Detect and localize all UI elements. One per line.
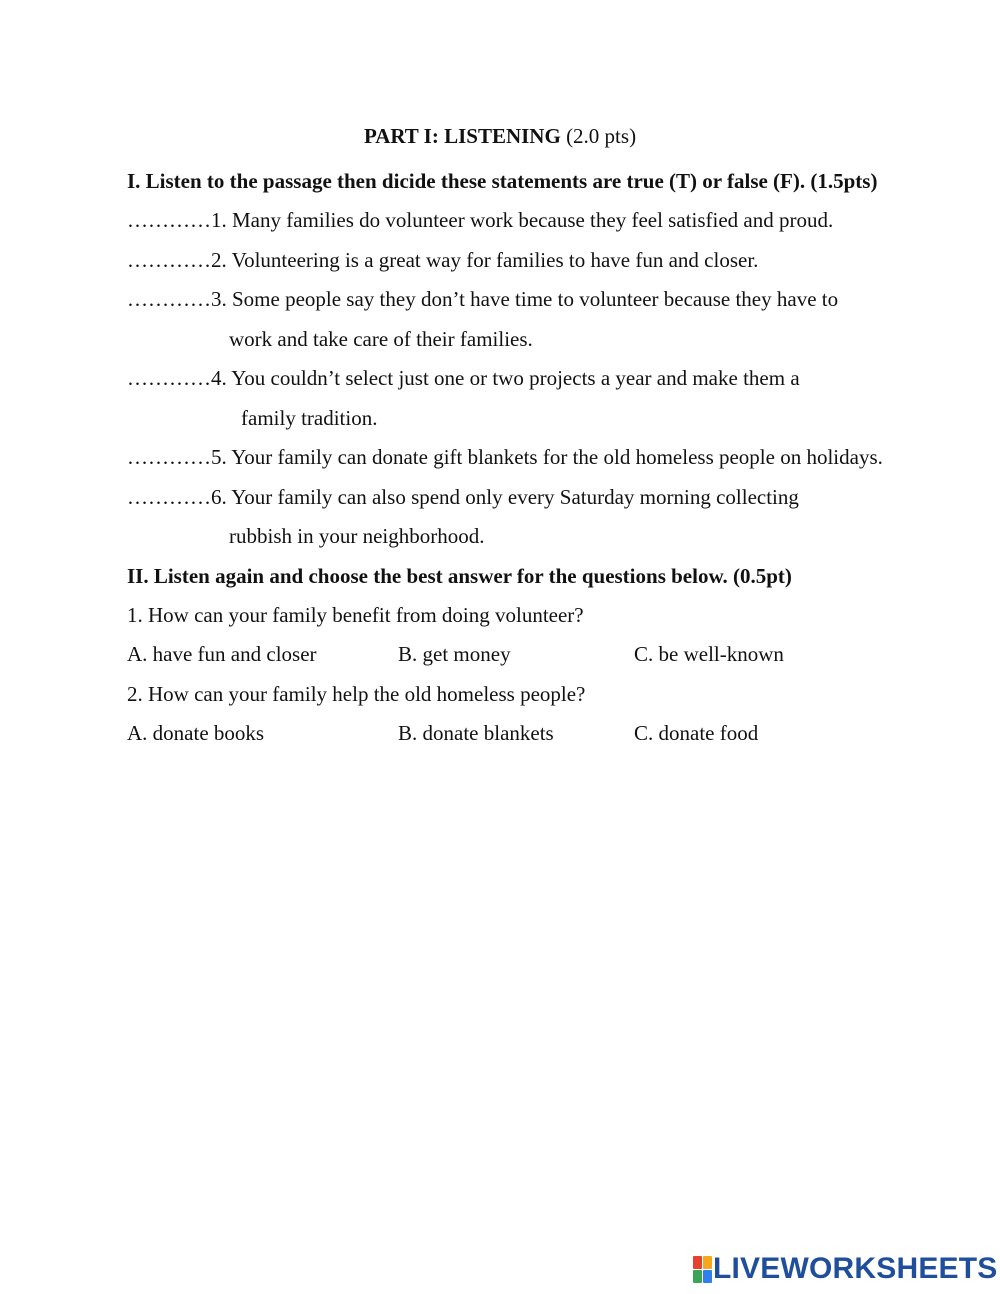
question-2-option-c[interactable]: C. donate food [634,721,759,745]
part-title-points: (2.0 pts) [560,124,637,148]
question-2-option-b[interactable]: B. donate blankets [398,721,554,745]
section2-heading: II. Listen again and choose the best answer for the questions below. (0.5pt) [127,564,792,588]
statement-1[interactable]: …………1. Many families do volunteer work because they feel satisfied and proud. [127,208,834,232]
question-1: 1. How can your family benefit from doing volunteer? [127,603,584,627]
statement-2[interactable]: …………2. Volunteering is a great way for families to have fun and closer. [127,248,759,272]
statement-3-continued: work and take care of their families. [229,327,533,351]
liveworksheets-logo[interactable] [693,1254,998,1284]
logo-text: LIVEWORKSHEETS [713,1252,998,1285]
part-title [0,123,1000,149]
statement-4[interactable]: …………4. You couldn’t select just one or two projects a year and make them a [127,366,800,390]
question-1-option-b[interactable]: B. get money [398,642,511,666]
statement-5[interactable]: …………5. Your family can donate gift blankets for the old homeless people on holidays. [127,445,883,469]
statement-3[interactable]: …………3. Some people say they don’t have time to volunteer because they have to [127,287,839,311]
logo-mark-icon [693,1256,711,1282]
statement-4-continued: family tradition. [241,406,378,430]
section1-heading: I. Listen to the passage then dicide these statements are true (T) or false (F). (1.5pts) [127,169,878,193]
question-2: 2. How can your family help the old homeless people? [127,682,586,706]
part-title-bold: PART I: LISTENING [363,124,561,148]
statement-6-continued: rubbish in your neighborhood. [229,524,485,548]
question-1-option-a[interactable]: A. have fun and closer [127,642,317,666]
statement-6[interactable]: …………6. Your family can also spend only every Saturday morning collecting [127,485,799,509]
question-1-option-c[interactable]: C. be well-known [634,642,784,666]
question-2-option-a[interactable]: A. donate books [127,721,265,745]
